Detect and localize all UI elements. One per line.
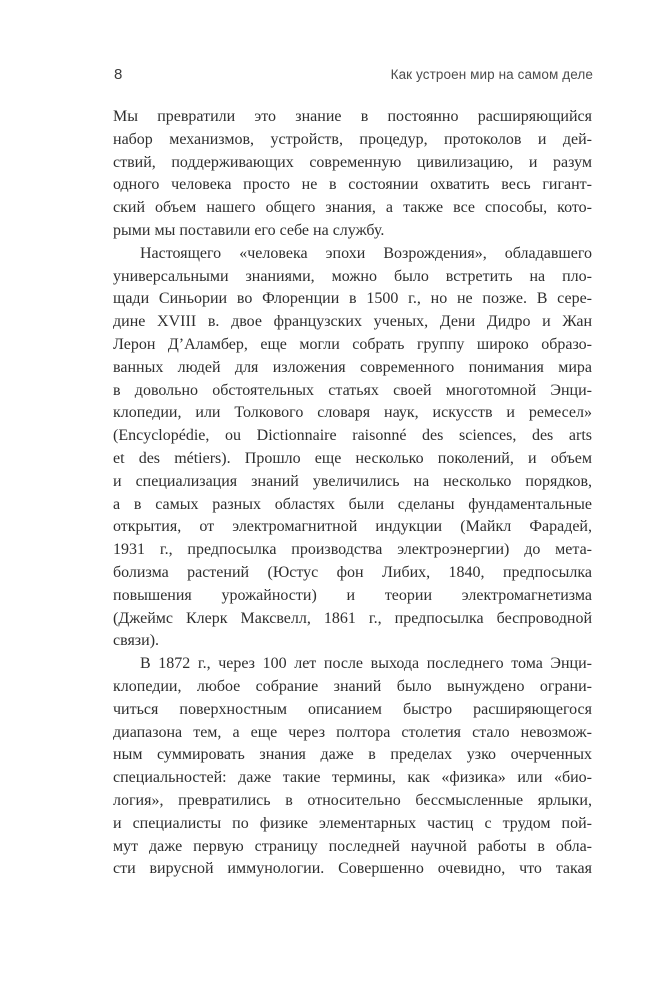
text-line: мут даже первую страницу последней научной работы в обла- [113,837,592,855]
page-number: 8 [114,66,123,83]
text-line: а в самых разных областях были сделаны фундаментальные [113,495,592,513]
text-line: и специалисты по физике элементарных частиц с трудом пой- [113,814,592,832]
text-line: дине XVIII в. двое французских ученых, Дени Дидро и Жан [113,313,592,331]
text-line: Мы превратили это знание в постоянно расширяющийся [113,108,592,125]
text-line: повышения урожайности) и теории электромагнетизма [113,586,592,604]
text-line: ствий, поддерживающих современную цивилизацию, и разум [113,153,592,171]
text-line: набор механизмов, устройств, процедур, протоколов и дей- [113,130,592,148]
text-line: Настоящего «человека эпохи Возрождения», обладавшего [140,244,592,262]
text-line: сти вирусной иммунологии. Совершенно очевидно, что такая [113,860,592,878]
text-line: 1931 г., предпосылка производства электроэнергии) до мета- [113,541,592,559]
running-title: Как устроен мир на самом деле [390,67,593,82]
text-line: клопедии, или Толкового словаря наук, искусств и ремесел» [113,404,592,422]
text-line: специальностей: даже такие термины, как «физика» или «био- [113,769,592,787]
running-header [114,66,593,84]
text-line: логия», превратились в относительно бессмысленные ярлыки, [113,791,592,809]
text-line: рыми мы поставили его себе на службу. [113,221,385,239]
text-line: связи). [113,632,160,650]
text-line: et des métiers). Прошло еще несколько поколений, и объем [113,449,592,467]
text-line: Лерон Д’Аламбер, еще могли собрать группу широко образо- [113,335,592,353]
text-line: ский объем нашего общего знания, а также все способы, кото- [113,199,592,217]
text-line: щади Синьории во Флоренции в 1500 г., но не позже. В сере- [113,290,592,308]
text-line: клопедии, любое собрание знаний было вынуждено ограни- [113,677,592,695]
page-text [113,106,592,881]
text-line: открытия, от электромагнитной индукции (Майкл Фарадей, [113,518,592,536]
text-line: В 1872 г., через 100 лет после выхода последнего тома Энци- [140,655,592,673]
text-line: и специализация знаний увеличились на несколько порядков, [113,472,592,490]
text-line: (Encyclopédie, ou Dictionnaire raisonné des sciences, des arts [113,427,592,445]
text-line: диапазона тем, а еще через полтора столетия стало невозмож- [113,723,592,741]
text-line: (Джеймс Клерк Максвелл, 1861 г., предпосылка беспроводной [113,609,592,627]
text-line: одного человека просто не в состоянии охватить весь гигант- [113,176,592,194]
text-line: болизма растений (Юстус фон Либих, 1840, предпосылка [113,563,592,581]
text-line: читься поверхностным описанием быстро расширяющегося [113,700,592,718]
text-line: универсальными знаниями, можно было встретить на пло- [113,267,592,285]
text-line: в довольно обстоятельных статьях своей многотомной Энци- [113,381,592,399]
text-line: ванных людей для изложения современного понимания мира [113,358,592,376]
text-line: ным суммировать знания даже в пределах узко очерченных [113,746,592,764]
